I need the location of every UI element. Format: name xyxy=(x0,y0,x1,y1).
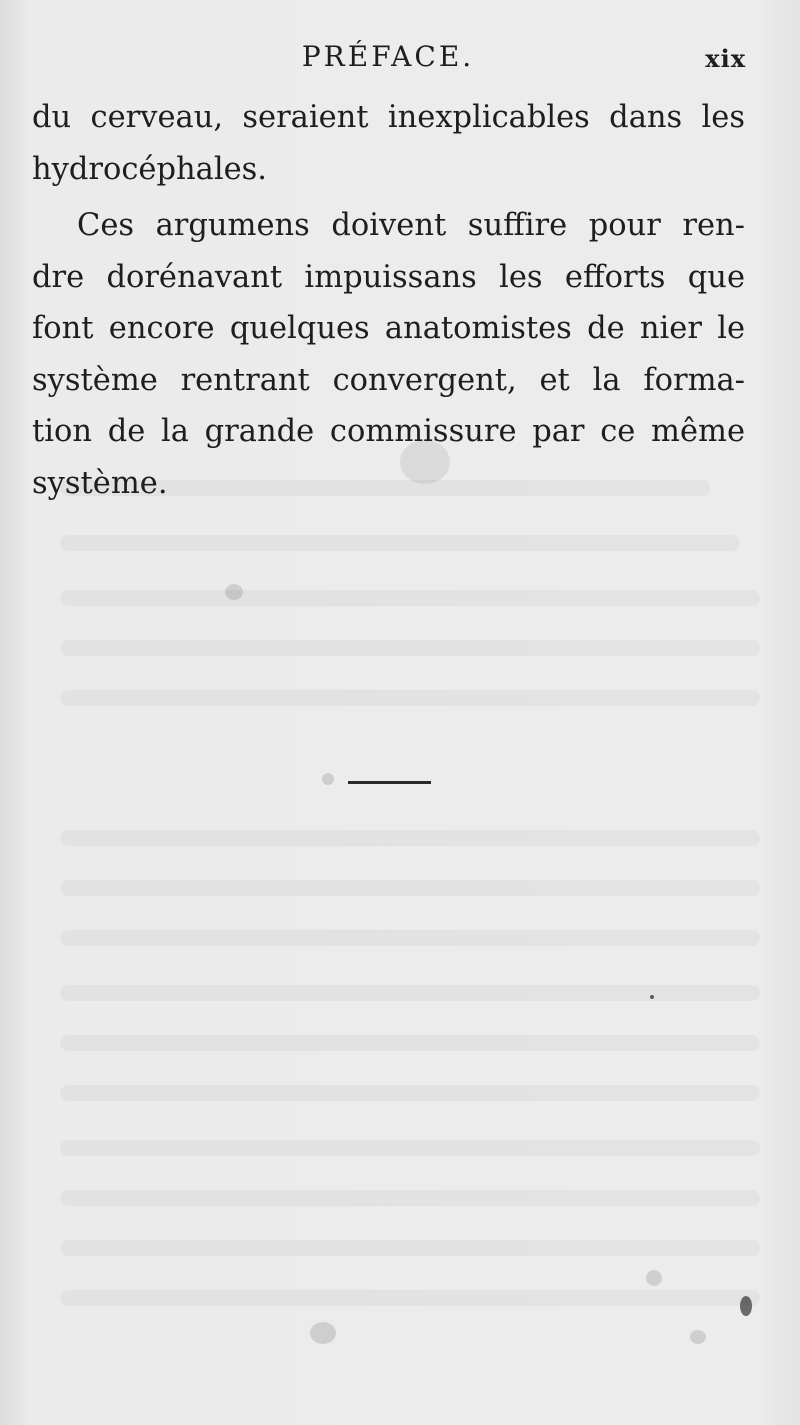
page-number: xix xyxy=(705,44,746,73)
show-through-line xyxy=(60,1140,760,1156)
show-through-line xyxy=(60,690,760,706)
show-through-line xyxy=(60,640,760,656)
text-line: tion de la grande commissure par ce même xyxy=(32,414,745,449)
show-through-line xyxy=(60,590,760,606)
show-through-line xyxy=(60,1035,760,1051)
page-header xyxy=(30,40,746,80)
text-line: hydrocéphales. xyxy=(32,151,267,187)
text-line: dre dorénavant impuissans les efforts que xyxy=(32,259,745,295)
show-through-line xyxy=(60,930,760,946)
show-through-line xyxy=(60,1240,760,1256)
show-through-line xyxy=(60,1085,760,1101)
foxing-spot xyxy=(225,584,243,600)
foxing-spot xyxy=(650,995,654,999)
paragraph xyxy=(32,200,745,509)
foxing-spot xyxy=(322,773,334,785)
end-rule xyxy=(348,781,431,784)
show-through-line xyxy=(60,1290,760,1306)
running-title: PRÉFACE. xyxy=(301,40,475,73)
show-through-line xyxy=(60,535,740,551)
show-through-line xyxy=(60,985,760,1001)
foxing-spot xyxy=(646,1270,662,1286)
text-line: du cerveau, seraient inexplicables dans les xyxy=(32,100,745,135)
text-line: font encore quelques anatomistes de nier le xyxy=(32,311,745,346)
text-line: Ces argumens doivent suffire pour ren- xyxy=(77,208,745,243)
text-line: système. xyxy=(32,465,168,501)
text-line: système rentrant convergent, et la forma- xyxy=(32,362,745,398)
show-through-line xyxy=(60,830,760,846)
body-text xyxy=(32,92,745,509)
foxing-spot xyxy=(690,1330,706,1344)
show-through-line xyxy=(60,880,760,896)
foxing-spot xyxy=(740,1296,752,1316)
foxing-spot xyxy=(310,1322,336,1344)
show-through-line xyxy=(60,1190,760,1206)
paragraph xyxy=(32,92,745,195)
